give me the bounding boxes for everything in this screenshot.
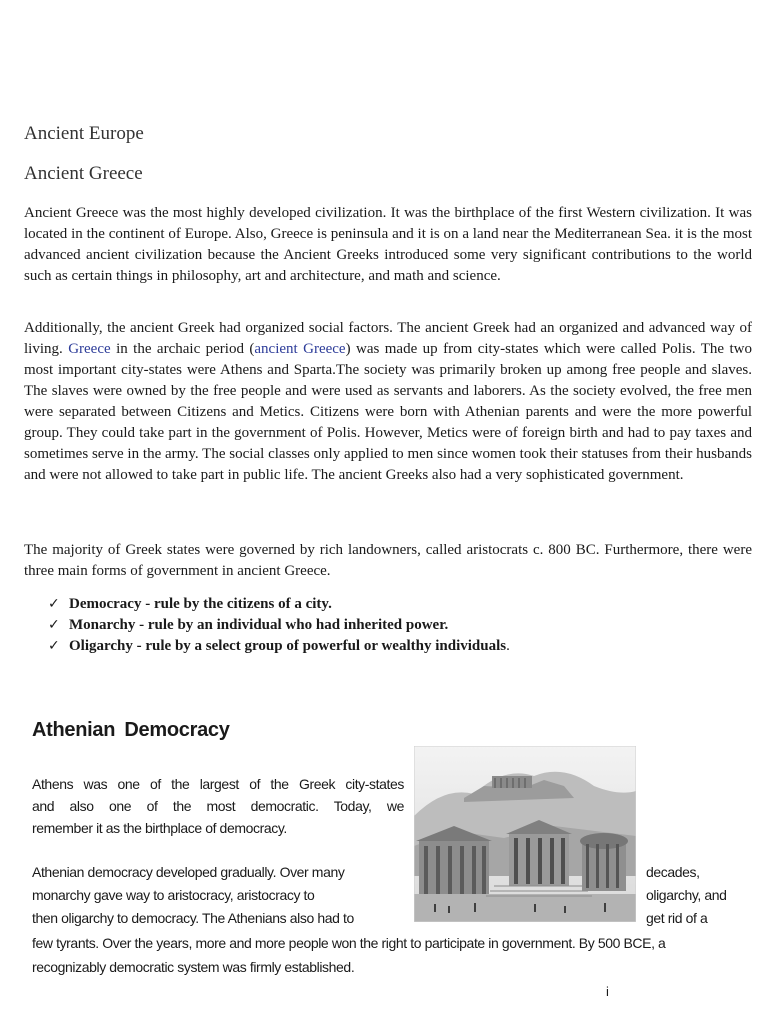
- paragraph-social-text-b: in the archaic period (: [110, 341, 255, 357]
- heading-ancient-greece: Ancient Greece: [24, 163, 143, 184]
- athens-p2-right-line-2-text: oligarchy, and: [646, 887, 727, 903]
- paragraph-social-text-a: Additionally, the ancient Greek had organized social factors. The ancient Greek had an organized and advanced way of living.: [24, 320, 752, 357]
- athens-p2-left-line-3-text: then oligarchy to democracy. The Athenians also had to: [32, 910, 354, 926]
- list-item-text: Monarchy - rule by an individual who had inherited power.: [69, 617, 449, 633]
- athens-p2-left-line-1-text: Athenian democracy developed gradually. Over many: [32, 864, 345, 880]
- paragraph-intro: Ancient Greece was the most highly developed civilization. It was the birthplace of the first Western civilization. It was located in the continent of Europe. Also, Greece is peninsula and it is on a land near the Mediterranean Sea. it is the most advanced ancient civilization because the Ancient Greeks introduced some very significant contributions to the world such as certain things in philosophy, art and architecture, and math and science.: [24, 205, 752, 284]
- athens-p1-line-3-text: remember it as the birthplace of democracy.: [32, 820, 287, 836]
- list-item-text: Democracy - rule by the citizens of a city.: [69, 596, 332, 612]
- athens-p2-full-line-1: [32, 932, 665, 955]
- athens-p2-full-line-2: [32, 956, 354, 979]
- list-item-monarchy: [48, 615, 510, 636]
- athens-p2-right-line-3-text: get rid of a: [646, 910, 708, 926]
- heading-athenian-democracy: Athenian Democracy: [32, 719, 230, 741]
- list-item-oligarchy: [48, 636, 510, 657]
- list-item-suffix: .: [506, 638, 510, 654]
- paragraph-social: [24, 318, 752, 486]
- page-number: i: [606, 984, 609, 999]
- athens-p1-line-1: [32, 773, 404, 796]
- athens-p2-left-line-3: [32, 907, 354, 930]
- athens-p1-line-3: [32, 817, 287, 840]
- athens-illustration: [414, 746, 636, 922]
- greece-link[interactable]: Greece: [68, 341, 111, 357]
- athens-p1-line-2-text: and also one of the most democratic. Today, we: [32, 798, 404, 814]
- athens-p2-left-line-1: [32, 861, 344, 884]
- checkmark-icon: ✓: [48, 617, 60, 633]
- list-item-text: Oligarchy - rule by a select group of powerful or wealthy individuals: [69, 638, 507, 654]
- athens-p2-left-line-2: [32, 884, 314, 907]
- athens-p2-right-line-1: [646, 861, 700, 884]
- athens-p2-right-line-2: [646, 884, 727, 907]
- government-forms-list: [48, 594, 510, 657]
- checkmark-icon: ✓: [48, 596, 60, 612]
- paragraph-government: The majority of Greek states were governed by rich landowners, called aristocrats c. 800 BC. Furthermore, there were three main forms of government in ancient Greece.: [24, 542, 752, 579]
- athens-p1-line-1-text: Athens was one of the largest of the Greek city-states: [32, 776, 404, 792]
- checkmark-icon: ✓: [48, 638, 60, 654]
- paragraph-social-text-c: ) was made up from city-states which were called Polis. The two most important city-states were Athens and Sparta.The society was primarily broken up among free people and slaves. The slaves were owned by the free people and were used as servants and laborers. As the society evolved, the free men were separated between Citizens and Metics. Citizens were born with Athenian parents and were the more powerful group. They could take part in the government of Polis. However, Metics were of foreign birth and had to pay taxes and sometimes serve in the army. The social classes only applied to men since women took their statuses from their husbands and were not allowed to take part in public life. The ancient Greeks also had a very sophisticated government.: [24, 341, 752, 483]
- ancient-greece-link[interactable]: ancient Greece: [254, 341, 346, 357]
- athens-p2-full-line-1-text: few tyrants. Over the years, more and more people won the right to participate in government. By 500 BCE, a: [32, 935, 666, 951]
- athens-p2-right-line-1-text: decades,: [646, 864, 700, 880]
- list-item-democracy: [48, 594, 510, 615]
- athens-p2-right-line-3: [646, 907, 707, 930]
- athens-p1-line-2: [32, 795, 404, 818]
- heading-ancient-europe: Ancient Europe: [24, 123, 144, 144]
- athens-p2-full-line-2-text: recognizably democratic system was firmly established.: [32, 959, 355, 975]
- athens-p2-left-line-2-text: monarchy gave way to aristocracy, aristocracy to: [32, 887, 315, 903]
